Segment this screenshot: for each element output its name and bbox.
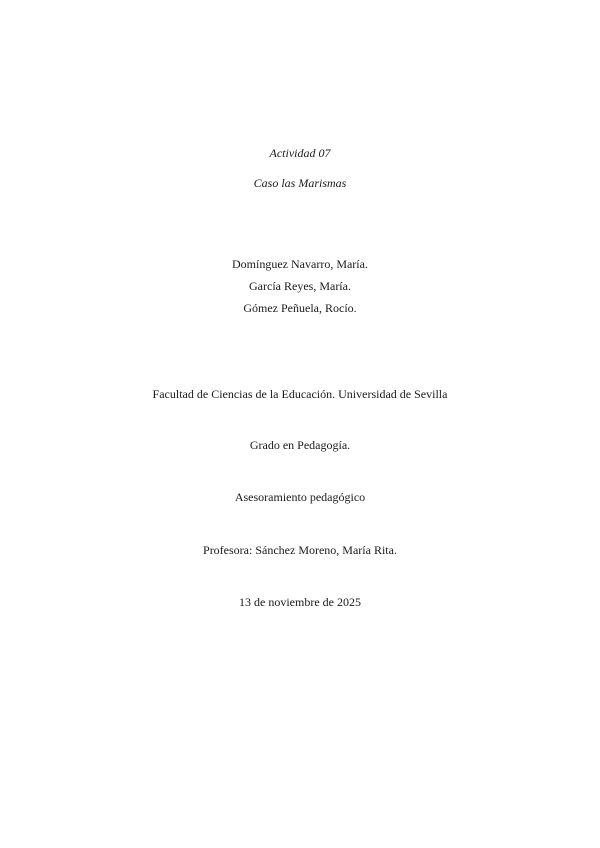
date-line: 13 de noviembre de 2025	[239, 595, 361, 609]
author-3: Gómez Peñuela, Rocío.	[243, 301, 357, 315]
case-title: Caso las Marismas	[253, 176, 347, 190]
course-line: Asesoramiento pedagógico	[234, 490, 366, 504]
author-2: García Reyes, María.	[249, 279, 351, 293]
faculty-line: Facultad de Ciencias de la Educación. Universidad de Sevilla	[152, 387, 448, 401]
author-1: Domínguez Navarro, María.	[232, 257, 368, 271]
activity-title: Actividad 07	[269, 146, 331, 160]
professor-line: Profesora: Sánchez Moreno, María Rita.	[203, 543, 397, 557]
degree-line: Grado en Pedagogía.	[249, 438, 351, 452]
